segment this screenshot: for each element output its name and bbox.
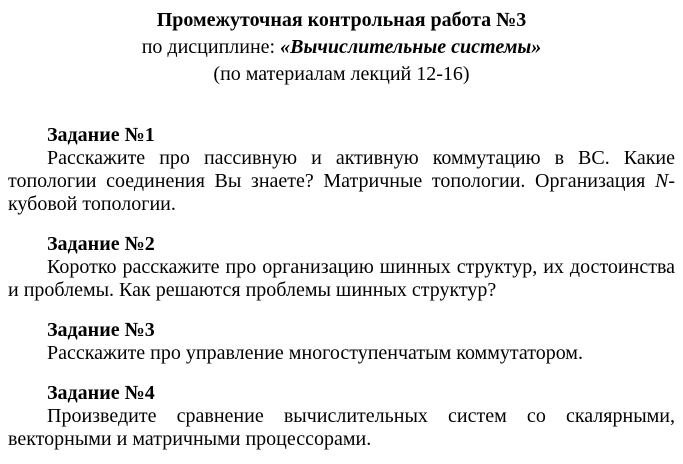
- subtitle-prefix: по дисциплине:: [141, 36, 281, 58]
- document-subtitle: [8, 34, 675, 61]
- task-1-body-text: Расскажите про пассивную и активную коммутацию в ВС. Какие топологии соединения Вы знаете? Матричные топологии. Организация: [8, 147, 675, 192]
- task-3-heading: Задание №3: [47, 319, 155, 341]
- task-2-body: Коротко расскажите про организацию шинных структур, их достоинства и проблемы. Как решаются проблемы шинных структур?: [8, 256, 675, 301]
- task-2-heading: Задание №2: [47, 233, 155, 255]
- task-3-body: Расскажите про управление многоступенчатым коммутатором.: [47, 342, 583, 364]
- task-1-body-tail: -кубовой топологии.: [8, 170, 675, 215]
- task-section-3: [8, 319, 675, 365]
- task-4-body: Произведите сравнение вычислительных систем со скалярными, векторными и матричными процессорами.: [8, 405, 675, 450]
- task-4-heading: Задание №4: [47, 382, 155, 404]
- task-section-1: [8, 124, 675, 216]
- task-1-variable-n: N: [654, 170, 669, 192]
- task-section-4: [8, 382, 675, 451]
- task-section-2: [8, 233, 675, 302]
- document-title: Промежуточная контрольная работа №3: [156, 9, 527, 31]
- subtitle-course-name: «Вычислительные системы»: [280, 36, 542, 58]
- task-list: [8, 124, 675, 451]
- task-1-heading: Задание №1: [47, 124, 155, 146]
- task-1-body: [8, 147, 675, 216]
- document-note: (по материалам лекций 12-16): [213, 63, 470, 85]
- document-header: [8, 7, 675, 88]
